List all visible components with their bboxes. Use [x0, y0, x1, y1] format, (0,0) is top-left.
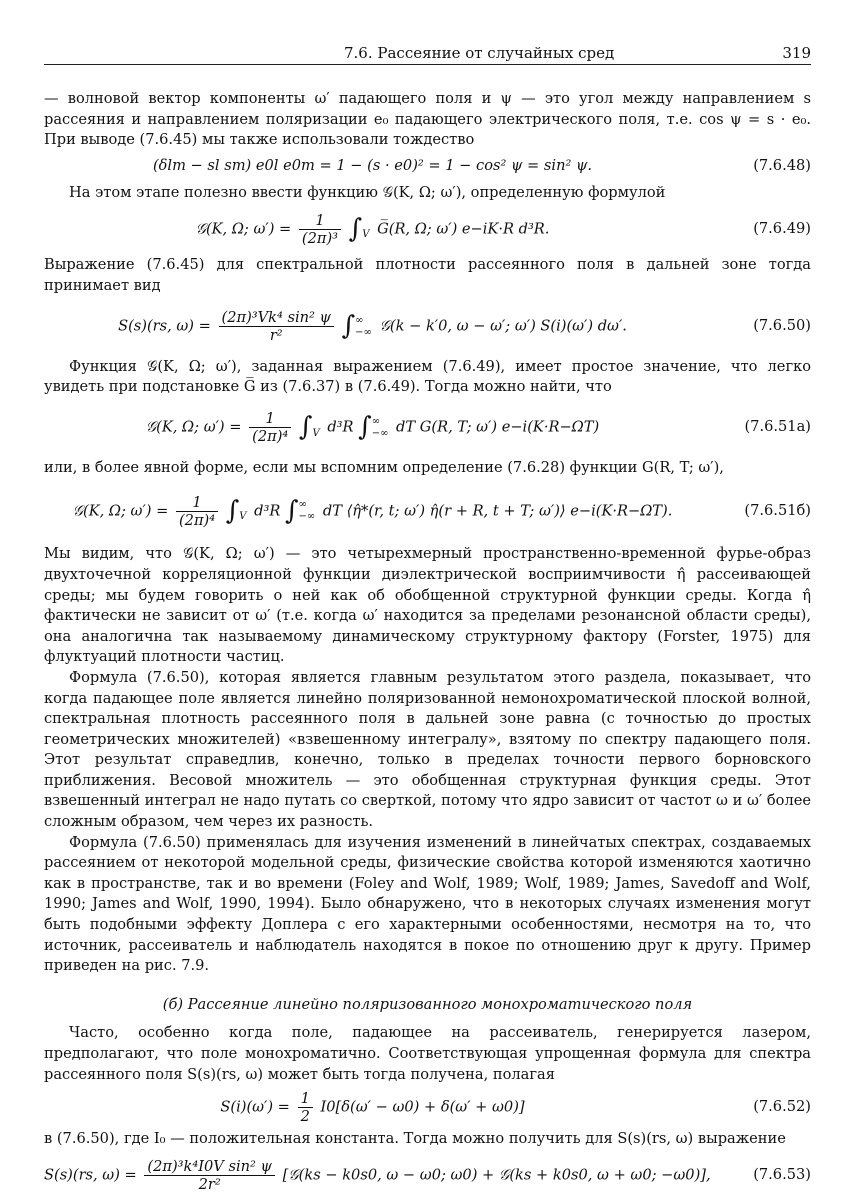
equation-rhs: dT G(R, T; ω′) e−i(K·R−ΩT)	[396, 418, 600, 436]
fraction: $\frac{1}{\text{(2π)⁴}}$	[176, 494, 218, 529]
equation-7-6-51a	[44, 398, 811, 458]
equation-number: (7.6.49)	[753, 220, 811, 238]
equation-7-6-50	[44, 297, 811, 357]
section-title: 7.6. Рассеяние от случайных сред	[344, 44, 615, 62]
paragraph: в (7.6.50), где I₀ — положительная константа. Тогда можно получить для S(s)(rs, ω) выражение	[44, 1130, 786, 1148]
equation-lhs: S(s)(rs, ω) =	[118, 317, 211, 335]
equation-7-6-53	[44, 1150, 811, 1202]
main-text	[44, 89, 811, 1202]
fraction: $\frac{\text{(2π)³Vk⁴ sin² ψ}}{\text{r²}}$	[219, 309, 334, 344]
fraction: $\frac{1}{\text{(2π)³}}$	[299, 212, 341, 247]
integral-upper-limit: ∞	[355, 314, 364, 326]
paragraph: — волновой вектор компоненты ω′ падающего поля и ψ — это угол между направлением s рассеяния и направлением поляризации e₀ падающего электрического поля, т.е. cos ψ = s · e₀. При выводе (7.6.45) мы также использовали тождество	[44, 90, 811, 149]
paragraph: На этом этапе полезно ввести функцию 𝒢(K, Ω; ω′), определенную формулой	[69, 183, 666, 201]
equation-number: (7.6.50)	[753, 317, 811, 335]
paragraph: или, в более явной форме, если мы вспомним определение (7.6.28) функции G(R, T; ω′),	[44, 458, 724, 476]
equation-rhs: G̅(R, Ω; ω′) e−iK·R d³R.	[377, 220, 550, 238]
equation-number: (7.6.53)	[753, 1166, 811, 1184]
equation-rhs: I0[δ(ω′ − ω0) + δ(ω′ + ω0)]	[320, 1098, 525, 1116]
integral-sign: ∫	[358, 412, 372, 443]
equation-number: (7.6.48)	[753, 157, 811, 175]
equation-number: (7.6.51а)	[744, 418, 811, 436]
equation-7-6-49	[44, 203, 811, 255]
equation-rhs: 𝒢(k − k′0, ω − ω′; ω′) S(i)(ω′) dω′.	[379, 317, 627, 335]
equation-7-6-52	[44, 1085, 811, 1129]
integral-sign: ∫	[284, 496, 299, 527]
integral-lower-limit: −∞	[298, 511, 316, 523]
equation-lhs: S(s)(rs, ω) =	[44, 1166, 137, 1184]
integral-sign: ∫	[348, 214, 363, 245]
integral-upper-limit: ∞	[298, 499, 307, 511]
equation-rhs: [𝒢(ks − k0s0, ω − ω0; ω0) + 𝒢(ks + k0s0, ω + ω0; −ω0)],	[282, 1166, 711, 1184]
paragraph: Формула (7.6.50), которая является главным результатом этого раздела, показывает, что когда падающее поле является линейно поляризованной немонохроматической плоской волной, спектральная плотность рассеянного поля в дальней зоне равна (с точностью до простых геометрических множителей) «взвешенному интегралу», взятому по спектру падающего поля. Этот результат справедлив, конечно, только в пределах точности первого борновского приближения. Весовой множитель — это обобщенная структурная функция среды. Этот взвешенный интеграл не надо путать со сверткой, потому что ядро зависит от частот ω и ω′ более сложным образом, чем через их разность.	[44, 668, 811, 831]
page-number: 319	[782, 44, 811, 62]
integral-domain: V	[312, 427, 320, 439]
integral-domain: V	[239, 511, 247, 523]
paragraph: Часто, особенно когда поле, падающее на рассеиватель, генерируется лазером, предполагают, что поле монохроматично. Соответствующая упрощенная формула для спектра рассеянного поля S(s)(rs, ω) может быть тогда получена, полагая	[44, 1024, 811, 1083]
paragraph: Выражение (7.6.45) для спектральной плотности рассеянного поля в дальней зоне тогда принимает вид	[44, 256, 811, 294]
equation-lhs: 𝒢(K, Ω; ω′) =	[72, 502, 169, 520]
equation-rhs: dT ⟨η̂*(r, t; ω′) η̂(r + R, t + T; ω′)⟩ e−i(K·R−ΩT).	[322, 502, 673, 520]
integral-lower-limit: −∞	[371, 427, 389, 439]
equation-number: (7.6.52)	[753, 1097, 811, 1115]
fraction: $\frac{1}{\text{(2π)⁴}}$	[249, 410, 291, 445]
integral-sign: ∫	[225, 496, 240, 527]
paragraph: Мы видим, что 𝒢(K, Ω; ω′) — это четырехмерный пространственно-временной фурье-образ двухточечной корреляционной функции диэлектрической восприимчивости η̂ рассеивающей среды; мы будем говорить о ней как об обобщенной структурной функции среды. Когда η̂ фактически не зависит от ω′ (т.е. когда ω′ находится за пределами резонансной области среды), она аналогична так называемому динамическому структурному фактору (Forster, 1975) для флуктуаций плотности частиц.	[44, 545, 811, 666]
fraction: $\frac{1}{2}$	[298, 1090, 313, 1125]
integral-lower-limit: −∞	[355, 326, 372, 338]
equation-lhs: 𝒢(K, Ω; ω′) =	[195, 220, 292, 238]
fraction: $\frac{\text{(2π)³k⁴I0V sin² ψ}}{\text{2r²}}$	[144, 1158, 275, 1193]
paragraph: Формула (7.6.50) применялась для изучения изменений в линейчатых спектрах, создаваемых рассеянием от некоторой модельной среды, физические свойства которой изменяются хаотично как в пространстве, так и во времени (Foley and Wolf, 1989; Wolf, 1989; James, Savedoff and Wolf, 1990; James and Wolf, 1990, 1994). Было обнаружено, что в некоторых случаях изменения могут быть подобными эффекту Доплера с его характерными особенностями, несмотря на то, что источник, рассеиватель и наблюдатель находятся в покое по отношению друг к другу. Пример приведен на рис. 7.9.	[44, 833, 811, 975]
paragraph: Функция 𝒢(K, Ω; ω′), заданная выражением (7.6.49), имеет простое значение, что легко увидеть при подстановке G̅ из (7.6.37) в (7.6.49). Тогда можно найти, что	[44, 357, 811, 396]
integral-sign: ∫	[341, 311, 356, 342]
equation-lhs: 𝒢(K, Ω; ω′) =	[145, 418, 242, 436]
equation-7-6-51b	[44, 478, 811, 544]
equation-mid: d³R	[327, 418, 354, 436]
running-header	[44, 42, 811, 65]
integral-domain: V	[362, 229, 370, 241]
equation-formula: (δlm − sl sm) e0l e0m = 1 − (s · e0)² = 1 − cos² ψ = sin² ψ.	[152, 157, 593, 175]
integral-sign: ∫	[298, 412, 313, 443]
integral-upper-limit: ∞	[371, 415, 381, 427]
equation-lhs: S(i)(ω′) =	[220, 1098, 290, 1116]
subsection-heading: (б) Рассеяние линейно поляризованного монохроматического поля	[162, 995, 693, 1013]
equation-7-6-48	[44, 151, 811, 183]
equation-number: (7.6.51б)	[744, 502, 811, 520]
equation-mid: d³R	[254, 502, 281, 520]
